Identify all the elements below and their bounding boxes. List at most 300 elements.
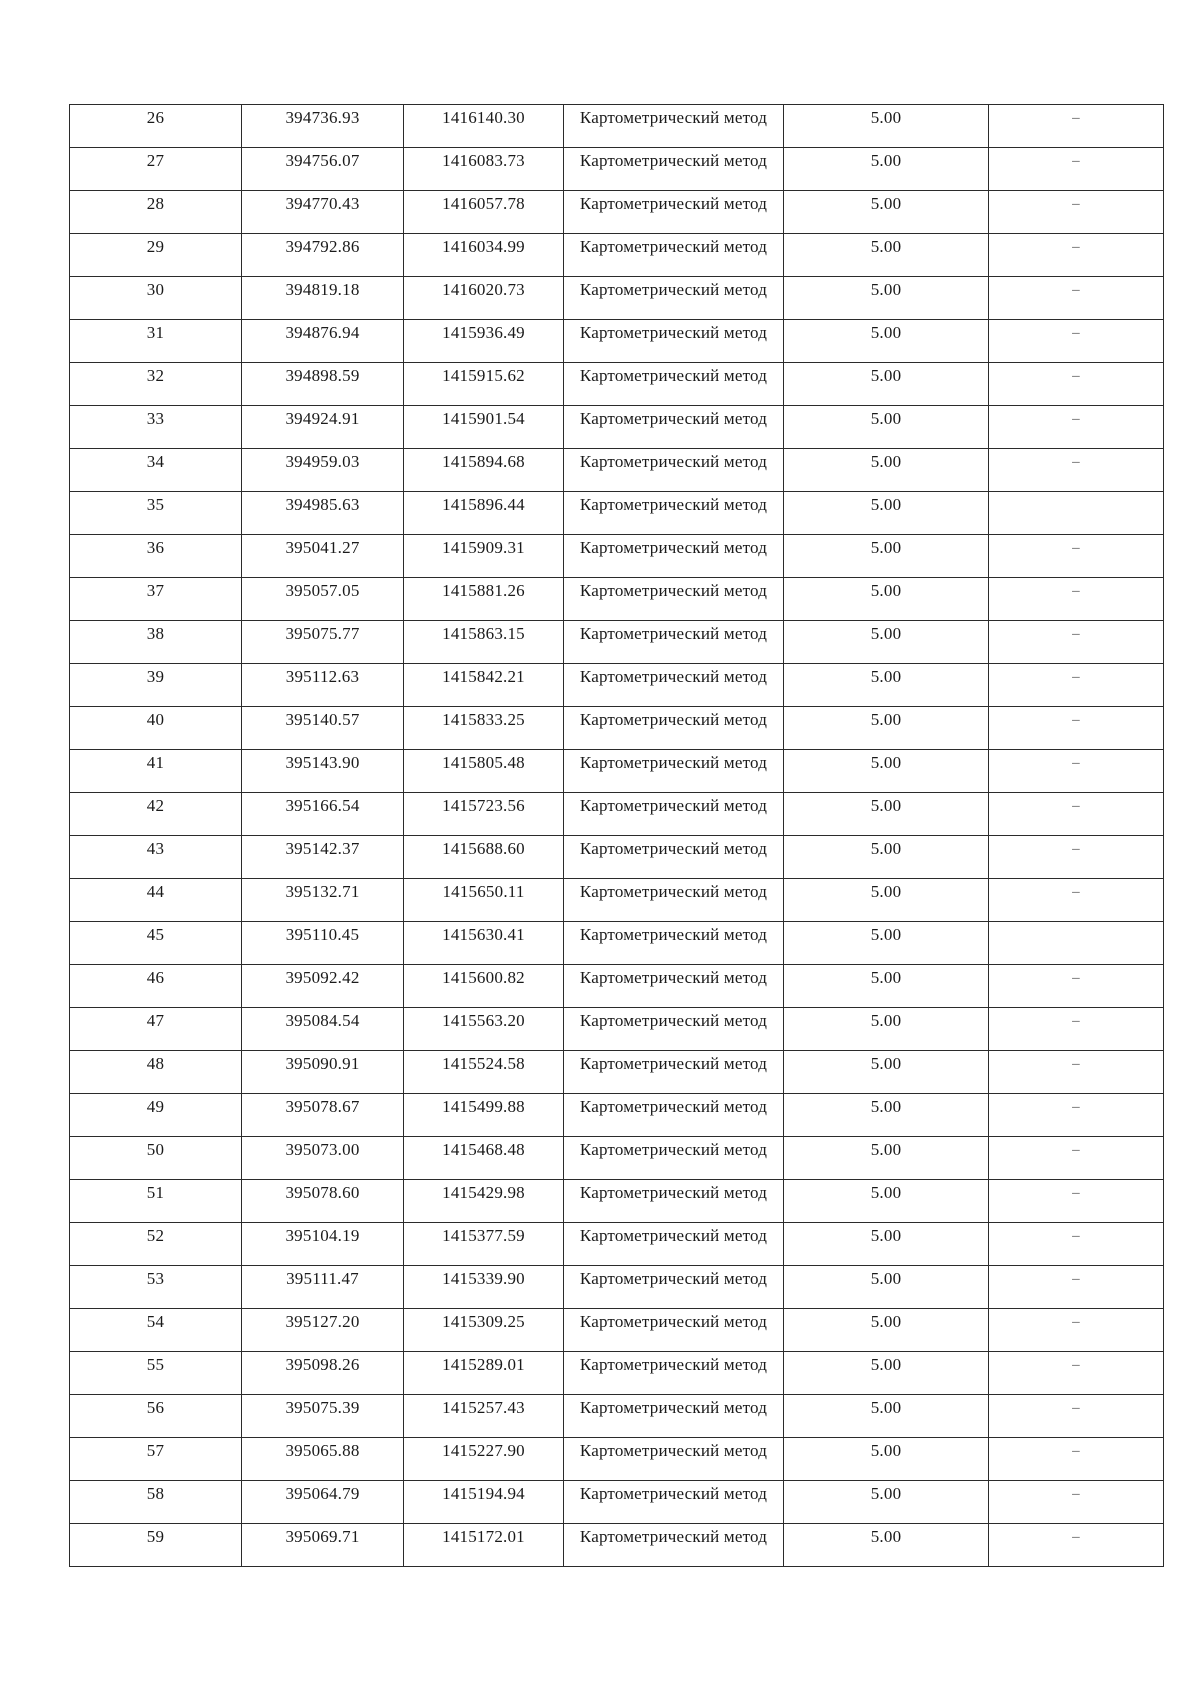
- x-coordinate-cell: [242, 1008, 404, 1051]
- accuracy-value: 5.00: [870, 1355, 902, 1374]
- method-cell: [564, 191, 784, 234]
- y-coordinate-value: 1415257.43: [442, 1398, 525, 1417]
- point-number-value: 31: [146, 323, 165, 342]
- note-cell: [989, 1481, 1164, 1524]
- method-value: Картометрический метод: [579, 1226, 768, 1245]
- note-value: –: [1072, 196, 1080, 212]
- accuracy-cell: [784, 535, 989, 578]
- x-coordinate-cell: [242, 793, 404, 836]
- point-number-value: 51: [146, 1183, 165, 1202]
- accuracy-cell: [784, 793, 989, 836]
- y-coordinate-value: 1415429.98: [442, 1183, 525, 1202]
- y-coordinate-cell: [404, 191, 564, 234]
- x-coordinate-cell: [242, 1395, 404, 1438]
- accuracy-cell: [784, 1137, 989, 1180]
- method-cell: [564, 1008, 784, 1051]
- point-number-value: 58: [146, 1484, 165, 1503]
- note-value: –: [1072, 1228, 1080, 1244]
- point-number-value: 43: [146, 839, 165, 858]
- x-coordinate-value: 395104.19: [285, 1226, 360, 1245]
- x-coordinate-value: 394898.59: [285, 366, 360, 385]
- accuracy-value: 5.00: [870, 753, 902, 772]
- accuracy-cell: [784, 1352, 989, 1395]
- point-number-value: 33: [146, 409, 165, 428]
- note-value: –: [1072, 712, 1080, 728]
- note-value: –: [1072, 970, 1080, 986]
- point-number-value: 39: [146, 667, 165, 686]
- accuracy-value: 5.00: [870, 323, 902, 342]
- y-coordinate-cell: [404, 1223, 564, 1266]
- y-coordinate-value: 1415842.21: [442, 667, 525, 686]
- note-cell: [989, 664, 1164, 707]
- point-number-value: 30: [146, 280, 165, 299]
- point-number-cell: [70, 1051, 242, 1094]
- y-coordinate-value: 1415650.11: [442, 882, 525, 901]
- point-number-value: 40: [146, 710, 165, 729]
- note-cell: [989, 406, 1164, 449]
- note-cell: [989, 1266, 1164, 1309]
- x-coordinate-value: 395166.54: [285, 796, 360, 815]
- point-number-value: 52: [146, 1226, 165, 1245]
- point-number-cell: [70, 320, 242, 363]
- method-cell: [564, 406, 784, 449]
- x-coordinate-cell: [242, 750, 404, 793]
- point-number-value: 36: [146, 538, 165, 557]
- x-coordinate-cell: [242, 535, 404, 578]
- accuracy-cell: [784, 234, 989, 277]
- accuracy-value: 5.00: [870, 1183, 902, 1202]
- x-coordinate-value: 395073.00: [285, 1140, 360, 1159]
- x-coordinate-cell: [242, 492, 404, 535]
- x-coordinate-cell: [242, 1352, 404, 1395]
- table-row: [70, 1137, 1164, 1180]
- x-coordinate-value: 395110.45: [285, 925, 360, 944]
- point-number-cell: [70, 1352, 242, 1395]
- accuracy-cell: [784, 664, 989, 707]
- y-coordinate-cell: [404, 664, 564, 707]
- note-cell: [989, 621, 1164, 664]
- x-coordinate-value: 395090.91: [285, 1054, 360, 1073]
- y-coordinate-cell: [404, 621, 564, 664]
- x-coordinate-value: 394770.43: [285, 194, 360, 213]
- method-value: Картометрический метод: [579, 753, 768, 772]
- method-value: Картометрический метод: [579, 409, 768, 428]
- note-cell: [989, 320, 1164, 363]
- y-coordinate-cell: [404, 1137, 564, 1180]
- accuracy-cell: [784, 1094, 989, 1137]
- method-value: Картометрический метод: [579, 624, 768, 643]
- note-cell: [989, 922, 1164, 965]
- x-coordinate-cell: [242, 277, 404, 320]
- x-coordinate-value: 395084.54: [285, 1011, 360, 1030]
- x-coordinate-value: 395098.26: [285, 1355, 360, 1374]
- accuracy-value: 5.00: [870, 108, 902, 127]
- accuracy-value: 5.00: [870, 796, 902, 815]
- note-cell: [989, 1524, 1164, 1567]
- method-cell: [564, 750, 784, 793]
- note-value: –: [1072, 540, 1080, 556]
- accuracy-value: 5.00: [870, 409, 902, 428]
- method-value: Картометрический метод: [579, 1054, 768, 1073]
- table-row: [70, 191, 1164, 234]
- x-coordinate-value: 394924.91: [285, 409, 360, 428]
- point-number-value: 49: [146, 1097, 165, 1116]
- method-cell: [564, 1524, 784, 1567]
- note-value: –: [1072, 755, 1080, 771]
- table-row: [70, 1223, 1164, 1266]
- table-row: [70, 922, 1164, 965]
- y-coordinate-cell: [404, 277, 564, 320]
- method-cell: [564, 707, 784, 750]
- point-number-value: 47: [146, 1011, 165, 1030]
- point-number-cell: [70, 1223, 242, 1266]
- accuracy-value: 5.00: [870, 194, 902, 213]
- method-cell: [564, 1223, 784, 1266]
- x-coordinate-value: 395092.42: [285, 968, 360, 987]
- y-coordinate-cell: [404, 234, 564, 277]
- y-coordinate-value: 1416083.73: [442, 151, 525, 170]
- y-coordinate-value: 1415915.62: [442, 366, 525, 385]
- accuracy-cell: [784, 750, 989, 793]
- note-cell: [989, 965, 1164, 1008]
- y-coordinate-value: 1415172.01: [442, 1527, 525, 1546]
- method-value: Картометрический метод: [579, 1441, 768, 1460]
- y-coordinate-value: 1415909.31: [442, 538, 525, 557]
- method-cell: [564, 1266, 784, 1309]
- note-value: –: [1072, 1529, 1080, 1545]
- y-coordinate-cell: [404, 1438, 564, 1481]
- accuracy-cell: [784, 1180, 989, 1223]
- accuracy-cell: [784, 879, 989, 922]
- method-value: Картометрический метод: [579, 108, 768, 127]
- note-value: [989, 492, 1163, 495]
- note-value: –: [1072, 153, 1080, 169]
- x-coordinate-cell: [242, 363, 404, 406]
- note-value: –: [1072, 1099, 1080, 1115]
- accuracy-cell: [784, 363, 989, 406]
- method-value: Картометрический метод: [579, 495, 768, 514]
- x-coordinate-value: 395143.90: [285, 753, 360, 772]
- note-value: –: [1072, 1357, 1080, 1373]
- method-value: Картометрический метод: [579, 796, 768, 815]
- method-value: Картометрический метод: [579, 1183, 768, 1202]
- note-cell: [989, 1008, 1164, 1051]
- note-value: –: [1072, 1443, 1080, 1459]
- method-cell: [564, 793, 784, 836]
- method-cell: [564, 535, 784, 578]
- method-value: Картометрический метод: [579, 151, 768, 170]
- method-value: Картометрический метод: [579, 839, 768, 858]
- point-number-value: 55: [146, 1355, 165, 1374]
- table-row: [70, 492, 1164, 535]
- method-cell: [564, 578, 784, 621]
- y-coordinate-cell: [404, 922, 564, 965]
- coordinates-table: [69, 104, 1164, 1567]
- x-coordinate-cell: [242, 1180, 404, 1223]
- x-coordinate-value: 395069.71: [285, 1527, 360, 1546]
- point-number-cell: [70, 363, 242, 406]
- table-row: [70, 1309, 1164, 1352]
- accuracy-value: 5.00: [870, 1312, 902, 1331]
- note-value: –: [1072, 841, 1080, 857]
- method-cell: [564, 965, 784, 1008]
- y-coordinate-cell: [404, 707, 564, 750]
- x-coordinate-value: 395127.20: [285, 1312, 360, 1331]
- note-value: –: [1072, 669, 1080, 685]
- y-coordinate-value: 1415377.59: [442, 1226, 525, 1245]
- point-number-value: 37: [146, 581, 165, 600]
- y-coordinate-value: 1415901.54: [442, 409, 525, 428]
- note-cell: [989, 793, 1164, 836]
- x-coordinate-value: 395065.88: [285, 1441, 360, 1460]
- accuracy-cell: [784, 277, 989, 320]
- table-row: [70, 1094, 1164, 1137]
- note-cell: [989, 1137, 1164, 1180]
- accuracy-value: 5.00: [870, 151, 902, 170]
- point-number-value: 27: [146, 151, 165, 170]
- point-number-cell: [70, 750, 242, 793]
- point-number-value: 50: [146, 1140, 165, 1159]
- accuracy-cell: [784, 578, 989, 621]
- x-coordinate-cell: [242, 707, 404, 750]
- method-cell: [564, 1137, 784, 1180]
- x-coordinate-value: 394792.86: [285, 237, 360, 256]
- y-coordinate-cell: [404, 105, 564, 148]
- method-cell: [564, 1309, 784, 1352]
- point-number-cell: [70, 922, 242, 965]
- accuracy-cell: [784, 1051, 989, 1094]
- table-row: [70, 406, 1164, 449]
- point-number-value: 53: [146, 1269, 165, 1288]
- accuracy-value: 5.00: [870, 581, 902, 600]
- note-value: –: [1072, 282, 1080, 298]
- x-coordinate-cell: [242, 1266, 404, 1309]
- table-row: [70, 578, 1164, 621]
- method-cell: [564, 836, 784, 879]
- y-coordinate-value: 1415863.15: [442, 624, 525, 643]
- point-number-cell: [70, 277, 242, 320]
- accuracy-cell: [784, 449, 989, 492]
- note-cell: [989, 1438, 1164, 1481]
- accuracy-value: 5.00: [870, 1398, 902, 1417]
- x-coordinate-cell: [242, 836, 404, 879]
- table-row: [70, 1008, 1164, 1051]
- accuracy-cell: [784, 492, 989, 535]
- x-coordinate-value: 395140.57: [285, 710, 360, 729]
- x-coordinate-value: 395041.27: [285, 538, 360, 557]
- point-number-value: 42: [146, 796, 165, 815]
- y-coordinate-cell: [404, 492, 564, 535]
- point-number-value: 48: [146, 1054, 165, 1073]
- method-cell: [564, 449, 784, 492]
- note-value: –: [1072, 411, 1080, 427]
- x-coordinate-cell: [242, 1051, 404, 1094]
- point-number-cell: [70, 191, 242, 234]
- point-number-value: 56: [146, 1398, 165, 1417]
- accuracy-cell: [784, 1309, 989, 1352]
- y-coordinate-cell: [404, 836, 564, 879]
- note-value: –: [1072, 884, 1080, 900]
- y-coordinate-value: 1415468.48: [442, 1140, 525, 1159]
- note-cell: [989, 750, 1164, 793]
- table-row: [70, 234, 1164, 277]
- y-coordinate-cell: [404, 578, 564, 621]
- point-number-value: 38: [146, 624, 165, 643]
- y-coordinate-value: 1415194.94: [442, 1484, 525, 1503]
- accuracy-cell: [784, 621, 989, 664]
- x-coordinate-cell: [242, 449, 404, 492]
- note-cell: [989, 234, 1164, 277]
- x-coordinate-value: 395111.47: [286, 1269, 359, 1288]
- note-value: –: [1072, 583, 1080, 599]
- point-number-cell: [70, 148, 242, 191]
- x-coordinate-cell: [242, 320, 404, 363]
- point-number-cell: [70, 406, 242, 449]
- y-coordinate-cell: [404, 965, 564, 1008]
- table-row: [70, 277, 1164, 320]
- method-value: Картометрический метод: [579, 710, 768, 729]
- note-value: –: [1072, 110, 1080, 126]
- accuracy-value: 5.00: [870, 1054, 902, 1073]
- x-coordinate-cell: [242, 1481, 404, 1524]
- point-number-cell: [70, 535, 242, 578]
- note-cell: [989, 1223, 1164, 1266]
- x-coordinate-cell: [242, 1524, 404, 1567]
- point-number-cell: [70, 578, 242, 621]
- accuracy-value: 5.00: [870, 1269, 902, 1288]
- x-coordinate-cell: [242, 105, 404, 148]
- note-cell: [989, 363, 1164, 406]
- point-number-cell: [70, 1094, 242, 1137]
- point-number-cell: [70, 234, 242, 277]
- point-number-cell: [70, 1481, 242, 1524]
- accuracy-value: 5.00: [870, 839, 902, 858]
- note-value: –: [1072, 1314, 1080, 1330]
- accuracy-cell: [784, 105, 989, 148]
- note-value: –: [1072, 1271, 1080, 1287]
- point-number-value: 57: [146, 1441, 165, 1460]
- point-number-value: 59: [146, 1527, 165, 1546]
- method-cell: [564, 320, 784, 363]
- point-number-cell: [70, 836, 242, 879]
- method-value: Картометрический метод: [579, 194, 768, 213]
- method-value: Картометрический метод: [579, 538, 768, 557]
- y-coordinate-value: 1416140.30: [442, 108, 525, 127]
- method-cell: [564, 1481, 784, 1524]
- note-cell: [989, 1352, 1164, 1395]
- method-cell: [564, 879, 784, 922]
- point-number-cell: [70, 1137, 242, 1180]
- note-value: –: [1072, 454, 1080, 470]
- point-number-cell: [70, 1524, 242, 1567]
- table-row: [70, 664, 1164, 707]
- x-coordinate-cell: [242, 148, 404, 191]
- method-cell: [564, 105, 784, 148]
- y-coordinate-value: 1415688.60: [442, 839, 525, 858]
- y-coordinate-cell: [404, 148, 564, 191]
- y-coordinate-value: 1415227.90: [442, 1441, 525, 1460]
- note-value: [989, 922, 1163, 925]
- x-coordinate-value: 394736.93: [285, 108, 360, 127]
- point-number-value: 32: [146, 366, 165, 385]
- point-number-cell: [70, 492, 242, 535]
- table-row: [70, 836, 1164, 879]
- x-coordinate-value: 394756.07: [285, 151, 360, 170]
- method-cell: [564, 664, 784, 707]
- accuracy-value: 5.00: [870, 1011, 902, 1030]
- method-value: Картометрический метод: [579, 667, 768, 686]
- method-value: Картометрический метод: [579, 1140, 768, 1159]
- method-value: Картометрический метод: [579, 1398, 768, 1417]
- table-row: [70, 535, 1164, 578]
- method-cell: [564, 1352, 784, 1395]
- note-value: –: [1072, 1056, 1080, 1072]
- point-number-cell: [70, 621, 242, 664]
- table-row: [70, 1352, 1164, 1395]
- note-cell: [989, 148, 1164, 191]
- accuracy-value: 5.00: [870, 925, 902, 944]
- x-coordinate-value: 395075.77: [285, 624, 360, 643]
- accuracy-value: 5.00: [870, 280, 902, 299]
- accuracy-cell: [784, 406, 989, 449]
- x-coordinate-cell: [242, 664, 404, 707]
- accuracy-cell: [784, 1524, 989, 1567]
- y-coordinate-value: 1415309.25: [442, 1312, 525, 1331]
- method-value: Картометрический метод: [579, 1312, 768, 1331]
- table-row: [70, 1051, 1164, 1094]
- y-coordinate-cell: [404, 750, 564, 793]
- y-coordinate-cell: [404, 1309, 564, 1352]
- point-number-value: 46: [146, 968, 165, 987]
- method-cell: [564, 234, 784, 277]
- y-coordinate-cell: [404, 406, 564, 449]
- table-row: [70, 793, 1164, 836]
- y-coordinate-value: 1416057.78: [442, 194, 525, 213]
- y-coordinate-value: 1415563.20: [442, 1011, 525, 1030]
- y-coordinate-value: 1415289.01: [442, 1355, 525, 1374]
- y-coordinate-value: 1416034.99: [442, 237, 525, 256]
- x-coordinate-value: 395112.63: [285, 667, 360, 686]
- method-value: Картометрический метод: [579, 1355, 768, 1374]
- y-coordinate-value: 1415723.56: [442, 796, 525, 815]
- note-value: –: [1072, 1400, 1080, 1416]
- method-cell: [564, 1180, 784, 1223]
- note-cell: [989, 707, 1164, 750]
- accuracy-value: 5.00: [870, 1097, 902, 1116]
- method-value: Картометрический метод: [579, 882, 768, 901]
- method-cell: [564, 1094, 784, 1137]
- note-cell: [989, 879, 1164, 922]
- table-row: [70, 1524, 1164, 1567]
- y-coordinate-value: 1415630.41: [442, 925, 525, 944]
- x-coordinate-value: 395132.71: [285, 882, 360, 901]
- table-row: [70, 1395, 1164, 1438]
- method-value: Картометрический метод: [579, 237, 768, 256]
- point-number-value: 41: [146, 753, 165, 772]
- accuracy-cell: [784, 1395, 989, 1438]
- x-coordinate-cell: [242, 406, 404, 449]
- point-number-cell: [70, 664, 242, 707]
- y-coordinate-value: 1416020.73: [442, 280, 525, 299]
- x-coordinate-cell: [242, 922, 404, 965]
- method-cell: [564, 1395, 784, 1438]
- accuracy-value: 5.00: [870, 1527, 902, 1546]
- note-cell: [989, 535, 1164, 578]
- accuracy-cell: [784, 965, 989, 1008]
- x-coordinate-value: 394876.94: [285, 323, 360, 342]
- y-coordinate-cell: [404, 1395, 564, 1438]
- table-row: [70, 1266, 1164, 1309]
